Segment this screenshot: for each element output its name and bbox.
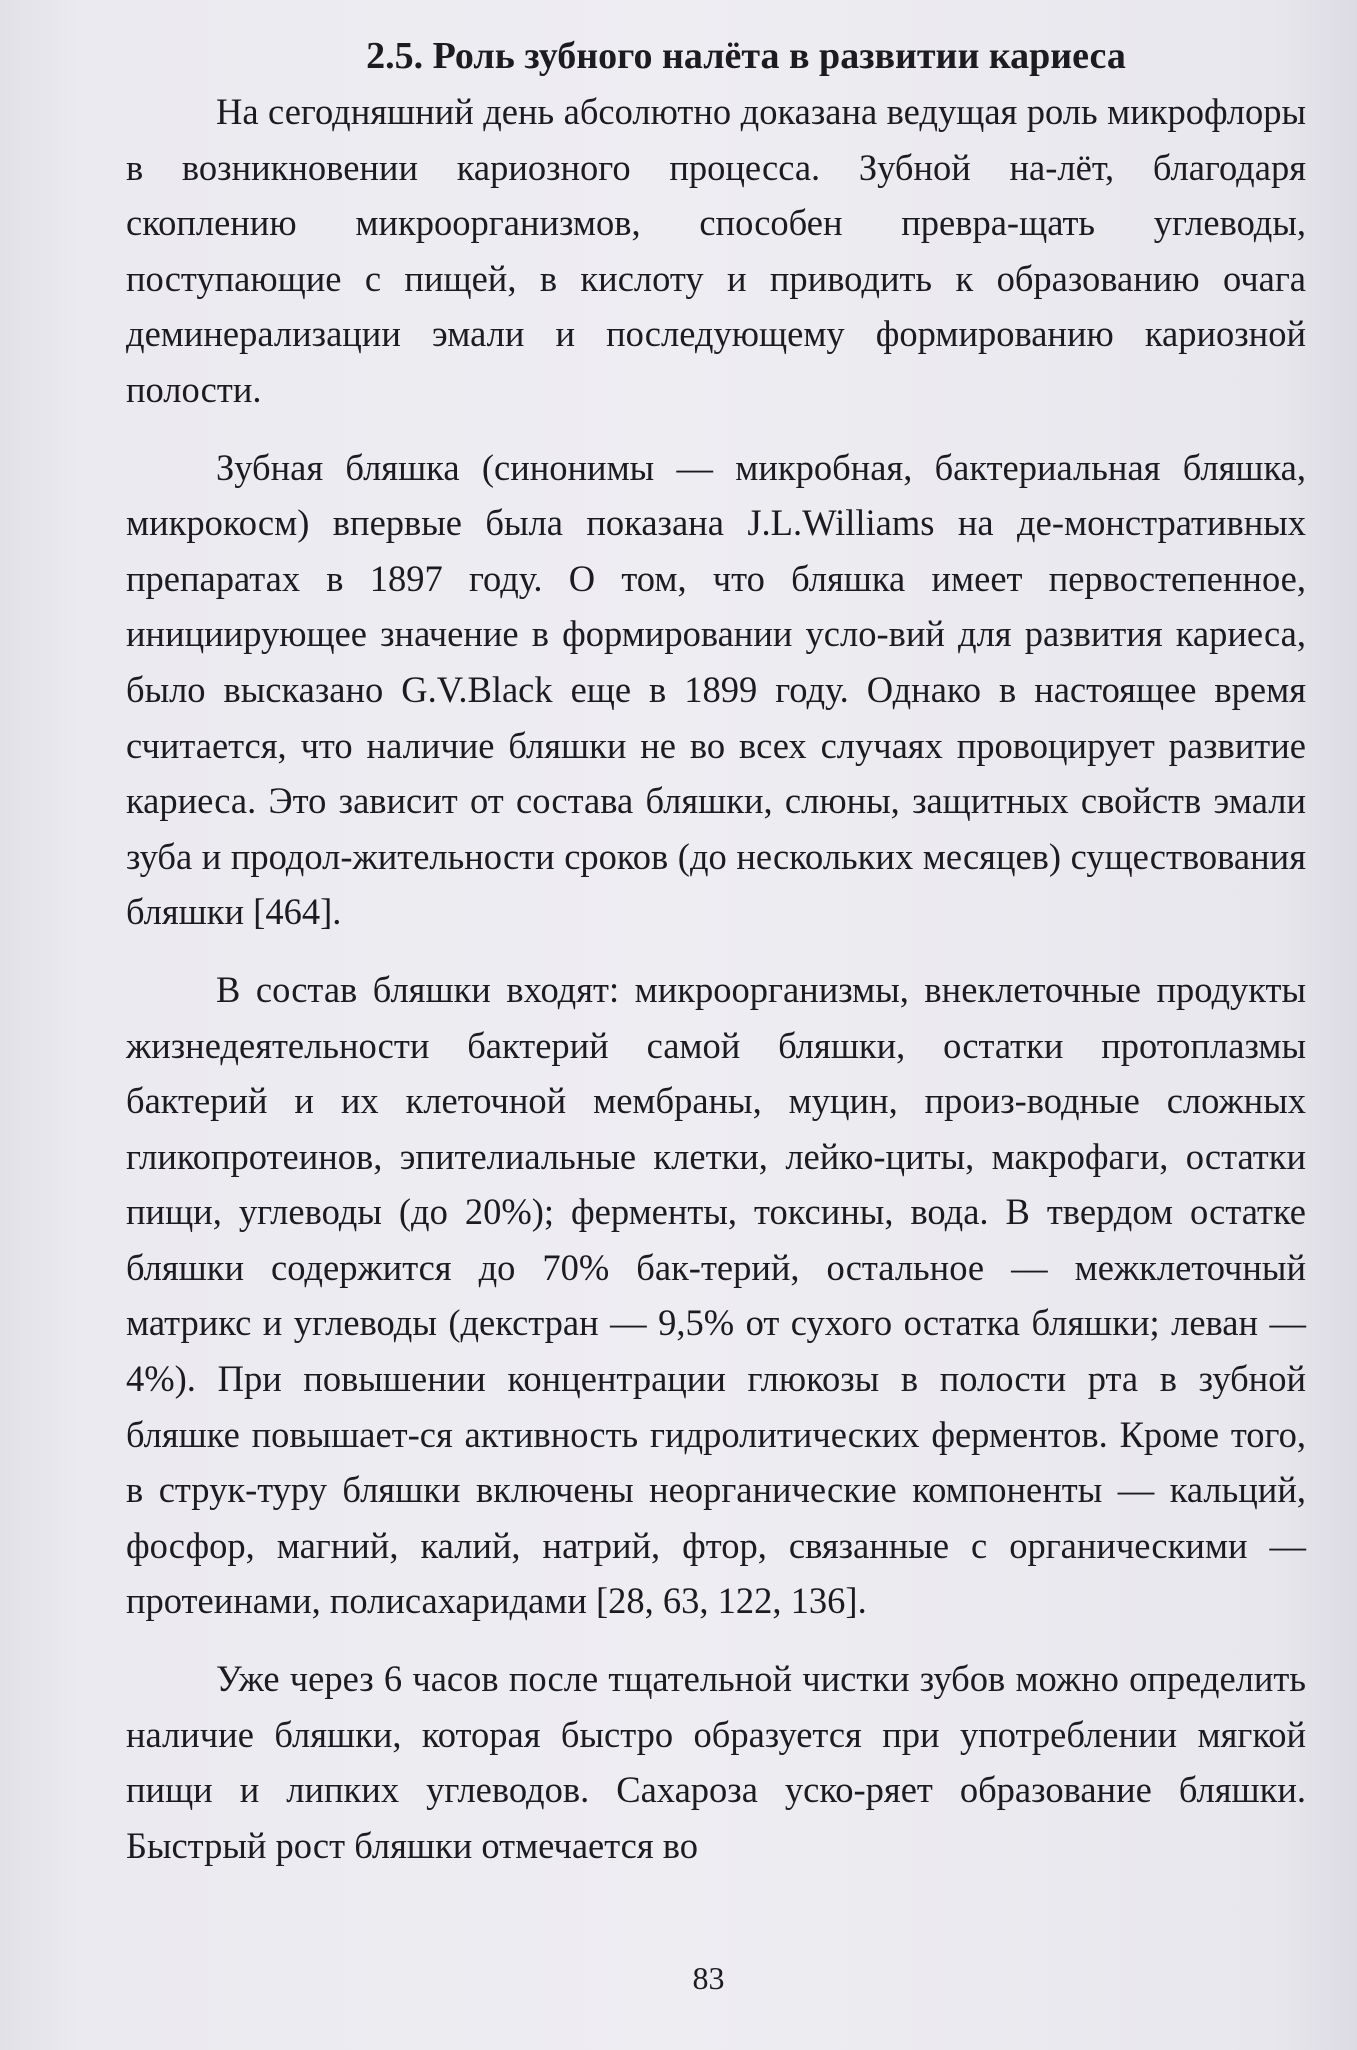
paragraph-2: Зубная бляшка (синонимы — микробная, бактериальная бляшка, микрокосм) впервые была показана J.L.Williams на де-монстративных препаратах в 1897 году. О том, что бляшка имеет первостепенное, инициирующее значение в формировании усло-вий для развития кариеса, было высказано G.V.Black еще в 1899 году. Однако в настоящее время считается, что наличие бляшки не во всех случаях провоцирует развитие кариеса. Это зависит от состава бляшки, слюны, защитных свойств эмали зуба и продол-жительности сроков (до нескольких месяцев) существования бляшки [464].	[126, 446, 1306, 933]
page-number: 83	[692, 1960, 725, 1996]
section-heading: 2.5. Роль зубного налёта в развитии кариеса	[366, 35, 1126, 77]
paragraph-4: Уже через 6 часов после тщательной чистки зубов можно определить наличие бляшки, которая быстро образуется при употреблении мягкой пищи и липких углеводов. Сахароза уско-ряет образование бляшки. Быстрый рост бляшки отмечается во	[126, 1658, 1306, 1866]
text-block	[126, 28, 1306, 1873]
paragraph-1: На сегодняшний день абсолютно доказана ведущая роль микрофлоры в возникновении кариозного процесса. Зубной на-лёт, благодаря скоплению микроорганизмов, способен превра-щать углеводы, поступающие с пищей, в кислоту и приводить к образованию очага деминерализации эмали и последующему формированию кариозной полости.	[126, 91, 1306, 410]
paragraph-3: В состав бляшки входят: микроорганизмы, внеклеточные продукты жизнедеятельности бактерий самой бляшки, остатки протоплазмы бактерий и их клеточной мембраны, муцин, произ-водные сложных гликопротеинов, эпителиальные клетки, лейко-циты, макрофаги, остатки пищи, углеводы (до 20%); ферменты, токсины, вода. В твердом остатке бляшки содержится до 70% бак-терий, остальное — межклеточный матрикс и углеводы (декстран — 9,5% от сухого остатка бляшки; леван — 4%). При повышении концентрации глюкозы в полости рта в зубной бляшке повышает-ся активность гидролитических ферментов. Кроме того, в струк-туру бляшки включены неорганические компоненты — кальций, фосфор, магний, калий, натрий, фтор, связанные с органическими — протеинами, полисахаридами [28, 63, 122, 136].	[126, 968, 1306, 1622]
